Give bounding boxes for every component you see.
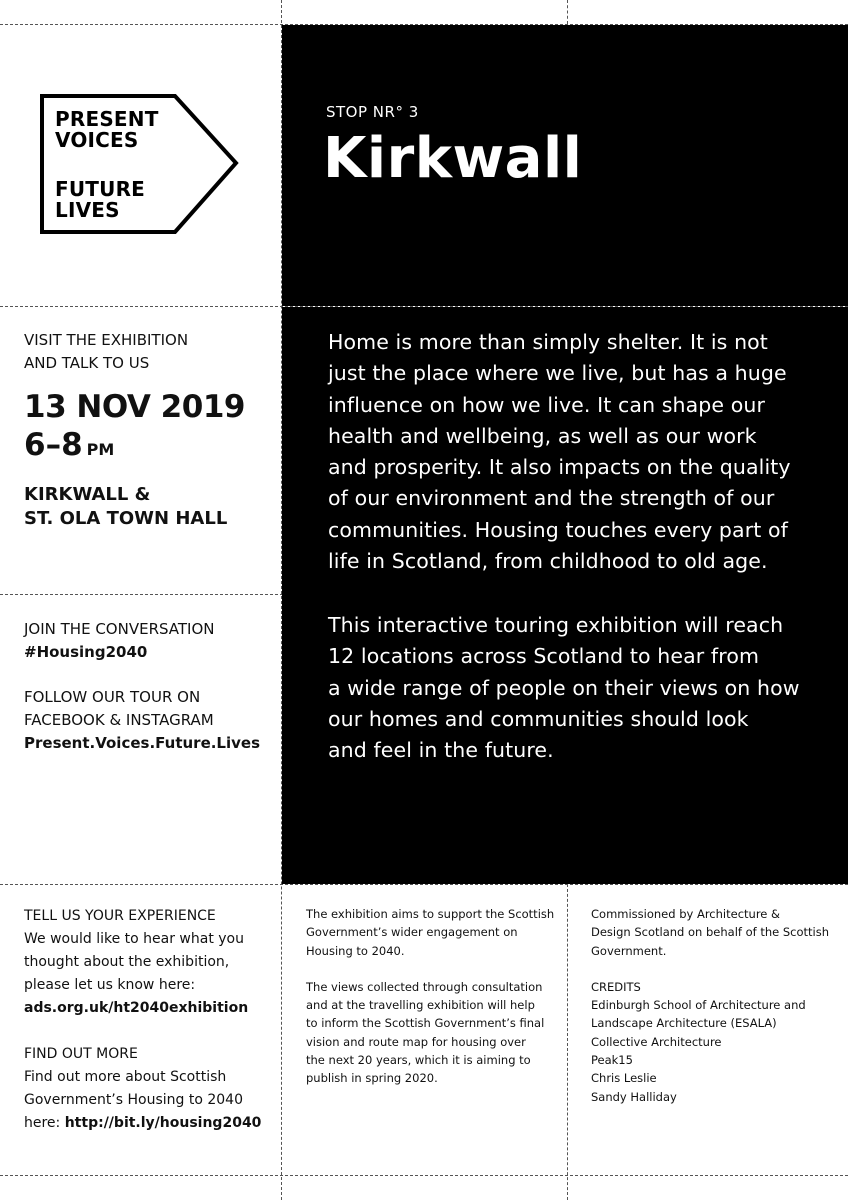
- views-line: The views collected through consultation: [306, 979, 543, 994]
- visit-line-2: AND TALK TO US: [24, 354, 150, 372]
- grid-line-vertical-2: [567, 0, 568, 24]
- tour-line: This interactive touring exhibition will reach: [328, 613, 784, 637]
- follow-line-2: FACEBOOK & INSTAGRAM: [24, 711, 214, 729]
- venue-line-1: KIRKWALL &: [24, 484, 151, 505]
- credit-item: Sandy Halliday: [591, 1089, 677, 1104]
- intro-line: health and wellbeing, as well as our work: [328, 423, 757, 448]
- page-title: Kirkwall: [323, 126, 583, 191]
- footer-left: [24, 905, 274, 1135]
- venue-line-2: ST. OLA TOWN HALL: [24, 508, 228, 529]
- commission-line: Government.: [591, 943, 667, 958]
- credit-item: Collective Architecture: [591, 1034, 722, 1049]
- intro-line: influence on how we live. It can shape our: [328, 392, 766, 417]
- stop-label: STOP NR° 3: [326, 103, 419, 121]
- credits-heading: CREDITS: [591, 979, 641, 994]
- views-line: and at the travelling exhibition will help: [306, 998, 535, 1013]
- grid-line-vertical-3: [567, 884, 568, 1200]
- intro-paragraph: [328, 327, 828, 577]
- logo: [40, 94, 240, 234]
- credit-item: Peak15: [591, 1053, 633, 1068]
- tour-line: 12 locations across Scotland to hear from: [328, 644, 760, 669]
- find-out-line: Find out more about Scottish: [24, 1069, 227, 1085]
- footer-middle: [306, 905, 562, 1088]
- venue: [24, 483, 227, 531]
- join-heading: JOIN THE CONVERSATION: [24, 620, 215, 638]
- aims-line: Government’s wider engagement on: [306, 925, 518, 940]
- views-line: vision and route map for housing over: [306, 1034, 526, 1049]
- tour-line: our homes and communities should look: [328, 706, 749, 731]
- logo-line-1: PRESENT: [55, 107, 159, 131]
- grid-line-horizontal-4: [0, 884, 848, 885]
- event-time-range: 6–8: [24, 427, 83, 463]
- feedback-link[interactable]: ads.org.uk/ht2040exhibition: [24, 1000, 249, 1016]
- commission-line: Commissioned by Architecture &: [591, 907, 780, 921]
- find-out-prefix: here:: [24, 1115, 65, 1131]
- credit-item: Edinburgh School of Architecture and: [591, 998, 806, 1013]
- aims-line: The exhibition aims to support the Scottish: [306, 907, 555, 921]
- find-out-heading: FIND OUT MORE: [24, 1046, 138, 1062]
- experience-line: We would like to hear what you: [24, 931, 244, 947]
- views-line: publish in spring 2020.: [306, 1071, 438, 1086]
- intro-line: just the place where we live, but has a huge: [328, 361, 787, 386]
- commission-line: Design Scotland on behalf of the Scottish: [591, 925, 830, 940]
- intro-line: and prosperity. It also impacts on the quality: [328, 455, 791, 480]
- hashtag: #Housing2040: [24, 643, 148, 661]
- views-line: the next 20 years, which it is aiming to: [306, 1053, 531, 1068]
- experience-line: thought about the exhibition,: [24, 954, 230, 970]
- visit-line-1: VISIT THE EXHIBITION: [24, 331, 189, 349]
- credit-item: Landscape Architecture (ESALA): [591, 1016, 777, 1031]
- logo-line-3: FUTURE: [55, 177, 146, 201]
- aims-line: Housing to 2040.: [306, 943, 405, 958]
- credit-item: Chris Leslie: [591, 1071, 657, 1086]
- housing-link[interactable]: http://bit.ly/housing2040: [64, 1115, 262, 1131]
- event-time-suffix: PM: [86, 440, 115, 459]
- find-out-link-row: [24, 1112, 274, 1135]
- social-handle: Present.Voices.Future.Lives: [24, 734, 261, 752]
- event-date: 13 NOV 2019: [24, 389, 245, 425]
- tour-line: a wide range of people on their views on how: [328, 675, 800, 700]
- experience-heading: TELL US YOUR EXPERIENCE: [24, 908, 216, 924]
- logo-line-4: LIVES: [55, 198, 120, 222]
- views-line: to inform the Scottish Government’s final: [306, 1016, 545, 1031]
- follow-line-1: FOLLOW OUR TOUR ON: [24, 688, 201, 706]
- intro-line: communities. Housing touches every part of: [328, 517, 788, 542]
- intro-line: life in Scotland, from childhood to old age.: [328, 549, 768, 574]
- grid-line-horizontal-5: [0, 1175, 848, 1176]
- event-time: [24, 426, 114, 469]
- tour-line: and feel in the future.: [328, 738, 554, 763]
- logo-line-2: VOICES: [55, 128, 139, 152]
- intro-line: Home is more than simply shelter. It is not: [328, 330, 768, 354]
- footer-right: [591, 905, 843, 1106]
- find-out-line: Government’s Housing to 2040: [24, 1092, 243, 1108]
- tour-paragraph: [328, 610, 828, 766]
- experience-line: please let us know here:: [24, 977, 196, 993]
- intro-line: of our environment and the strength of our: [328, 486, 775, 511]
